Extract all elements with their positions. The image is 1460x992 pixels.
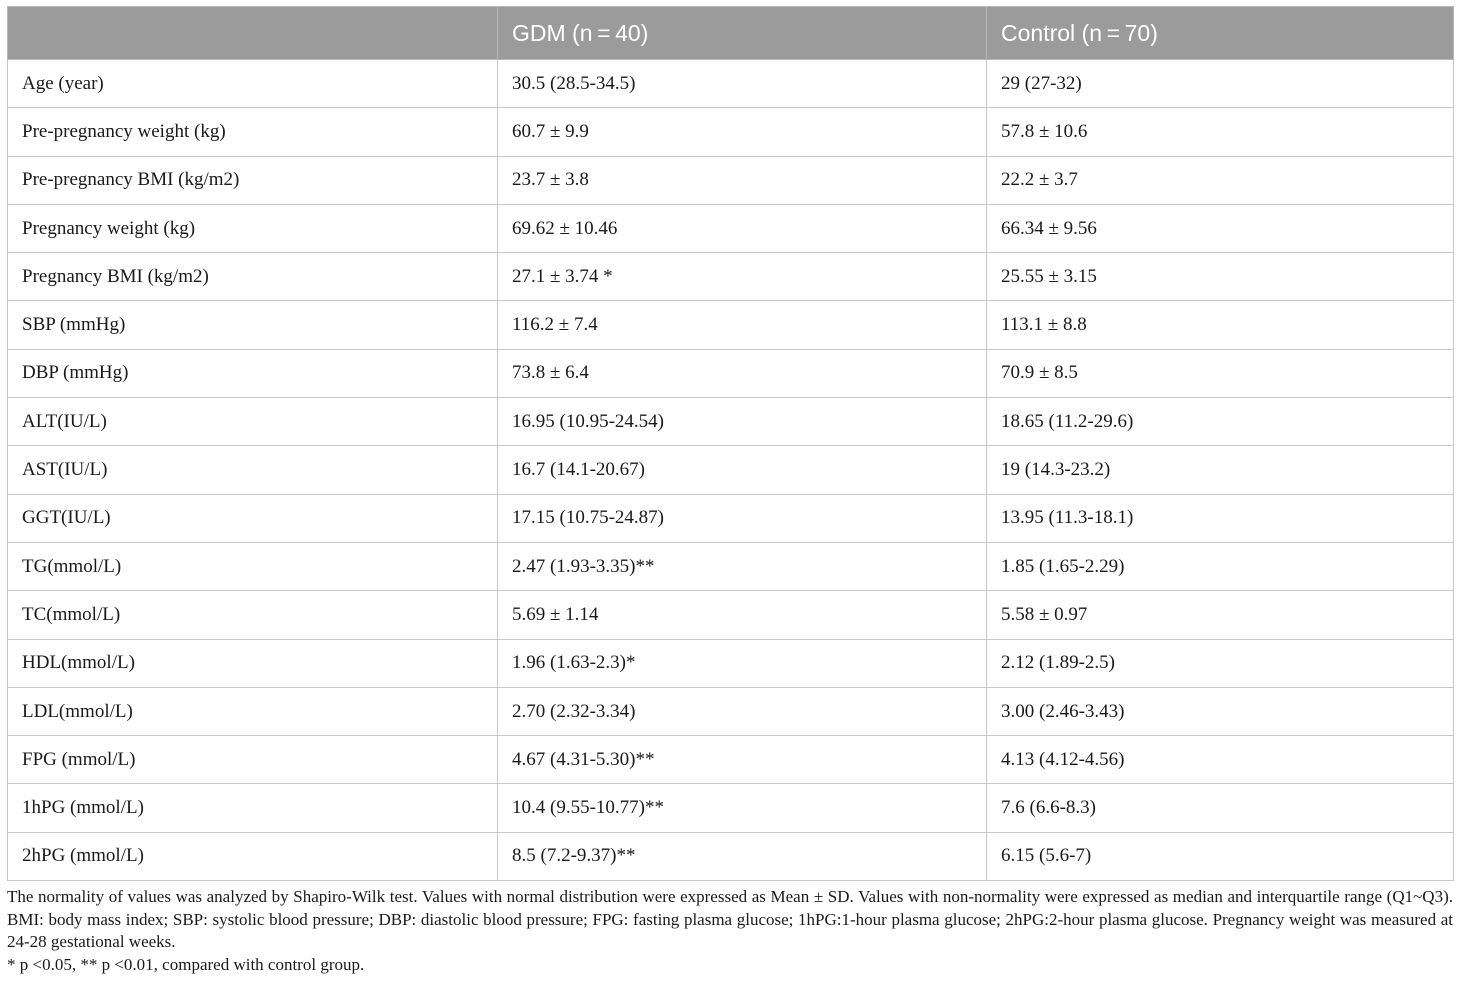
variable-cell: AST(IU/L) [8, 446, 498, 494]
control-value-cell: 3.00 (2.46-3.43) [987, 687, 1454, 735]
header-variable [8, 7, 498, 60]
variable-cell: FPG (mmol/L) [8, 736, 498, 784]
variable-cell: Pregnancy BMI (kg/m2) [8, 253, 498, 301]
control-value-cell: 113.1 ± 8.8 [987, 301, 1454, 349]
table-row [8, 542, 1454, 590]
gdm-value-cell: 17.15 (10.75-24.87) [498, 494, 987, 542]
control-value-cell: 4.13 (4.12-4.56) [987, 736, 1454, 784]
gdm-value-cell: 27.1 ± 3.74 * [498, 253, 987, 301]
variable-cell: Pregnancy weight (kg) [8, 204, 498, 252]
variable-cell: TG(mmol/L) [8, 542, 498, 590]
variable-cell: HDL(mmol/L) [8, 639, 498, 687]
control-value-cell: 1.85 (1.65-2.29) [987, 542, 1454, 590]
table-row [8, 60, 1454, 108]
table-row [8, 494, 1454, 542]
control-value-cell: 57.8 ± 10.6 [987, 108, 1454, 156]
gdm-value-cell: 116.2 ± 7.4 [498, 301, 987, 349]
table-row [8, 253, 1454, 301]
variable-cell: TC(mmol/L) [8, 591, 498, 639]
table-row [8, 639, 1454, 687]
header-gdm: GDM (n = 40) [498, 7, 987, 60]
control-value-cell: 70.9 ± 8.5 [987, 349, 1454, 397]
table-body [8, 60, 1454, 881]
variable-cell: GGT(IU/L) [8, 494, 498, 542]
table-row [8, 784, 1454, 832]
gdm-value-cell: 73.8 ± 6.4 [498, 349, 987, 397]
gdm-value-cell: 69.62 ± 10.46 [498, 204, 987, 252]
control-value-cell: 19 (14.3-23.2) [987, 446, 1454, 494]
table-row [8, 204, 1454, 252]
variable-cell: ALT(IU/L) [8, 398, 498, 446]
table-row [8, 398, 1454, 446]
header-control: Control (n = 70) [987, 7, 1454, 60]
table-row [8, 736, 1454, 784]
gdm-value-cell: 5.69 ± 1.14 [498, 591, 987, 639]
table-row [8, 349, 1454, 397]
gdm-value-cell: 2.70 (2.32-3.34) [498, 687, 987, 735]
control-value-cell: 22.2 ± 3.7 [987, 156, 1454, 204]
footnote-normality: The normality of values was analyzed by Shapiro-Wilk test. Values with normal distribution were expressed as Mean ± SD. Values with non-normality were expressed as median and interquartile range (Q1~Q3). BMI: body mass index; SBP: systolic blood pressure; DBP: diastolic blood pressure; FPG: fasting plasma glucose; 1hPG:1-hour plasma glucose; 2hPG:2-hour plasma glucose. Pregnancy weight was measured at 24-28 gestational weeks. [7, 887, 1453, 952]
gdm-value-cell: 4.67 (4.31-5.30)** [498, 736, 987, 784]
control-value-cell: 2.12 (1.89-2.5) [987, 639, 1454, 687]
table-row [8, 301, 1454, 349]
control-value-cell: 18.65 (11.2-29.6) [987, 398, 1454, 446]
table-row [8, 687, 1454, 735]
variable-cell: 2hPG (mmol/L) [8, 832, 498, 880]
table-header-row [8, 7, 1454, 60]
table-row [8, 591, 1454, 639]
control-value-cell: 25.55 ± 3.15 [987, 253, 1454, 301]
table-container [7, 6, 1453, 976]
gdm-value-cell: 2.47 (1.93-3.35)** [498, 542, 987, 590]
gdm-value-cell: 1.96 (1.63-2.3)* [498, 639, 987, 687]
variable-cell: 1hPG (mmol/L) [8, 784, 498, 832]
gdm-value-cell: 16.7 (14.1-20.67) [498, 446, 987, 494]
variable-cell: Pre-pregnancy BMI (kg/m2) [8, 156, 498, 204]
gdm-value-cell: 23.7 ± 3.8 [498, 156, 987, 204]
variable-cell: Pre-pregnancy weight (kg) [8, 108, 498, 156]
table-footnotes [7, 886, 1453, 976]
variable-cell: Age (year) [8, 60, 498, 108]
footnote-significance: * p <0.05, ** p <0.01, compared with control group. [7, 954, 365, 974]
table-row [8, 108, 1454, 156]
control-value-cell: 66.34 ± 9.56 [987, 204, 1454, 252]
gdm-value-cell: 8.5 (7.2-9.37)** [498, 832, 987, 880]
variable-cell: SBP (mmHg) [8, 301, 498, 349]
control-value-cell: 6.15 (5.6-7) [987, 832, 1454, 880]
control-value-cell: 5.58 ± 0.97 [987, 591, 1454, 639]
variable-cell: DBP (mmHg) [8, 349, 498, 397]
variable-cell: LDL(mmol/L) [8, 687, 498, 735]
control-value-cell: 29 (27-32) [987, 60, 1454, 108]
control-value-cell: 7.6 (6.6-8.3) [987, 784, 1454, 832]
gdm-value-cell: 30.5 (28.5-34.5) [498, 60, 987, 108]
control-value-cell: 13.95 (11.3-18.1) [987, 494, 1454, 542]
gdm-value-cell: 10.4 (9.55-10.77)** [498, 784, 987, 832]
table-row [8, 832, 1454, 880]
table-row [8, 446, 1454, 494]
gdm-value-cell: 60.7 ± 9.9 [498, 108, 987, 156]
table-row [8, 156, 1454, 204]
gdm-value-cell: 16.95 (10.95-24.54) [498, 398, 987, 446]
characteristics-table [7, 6, 1454, 881]
